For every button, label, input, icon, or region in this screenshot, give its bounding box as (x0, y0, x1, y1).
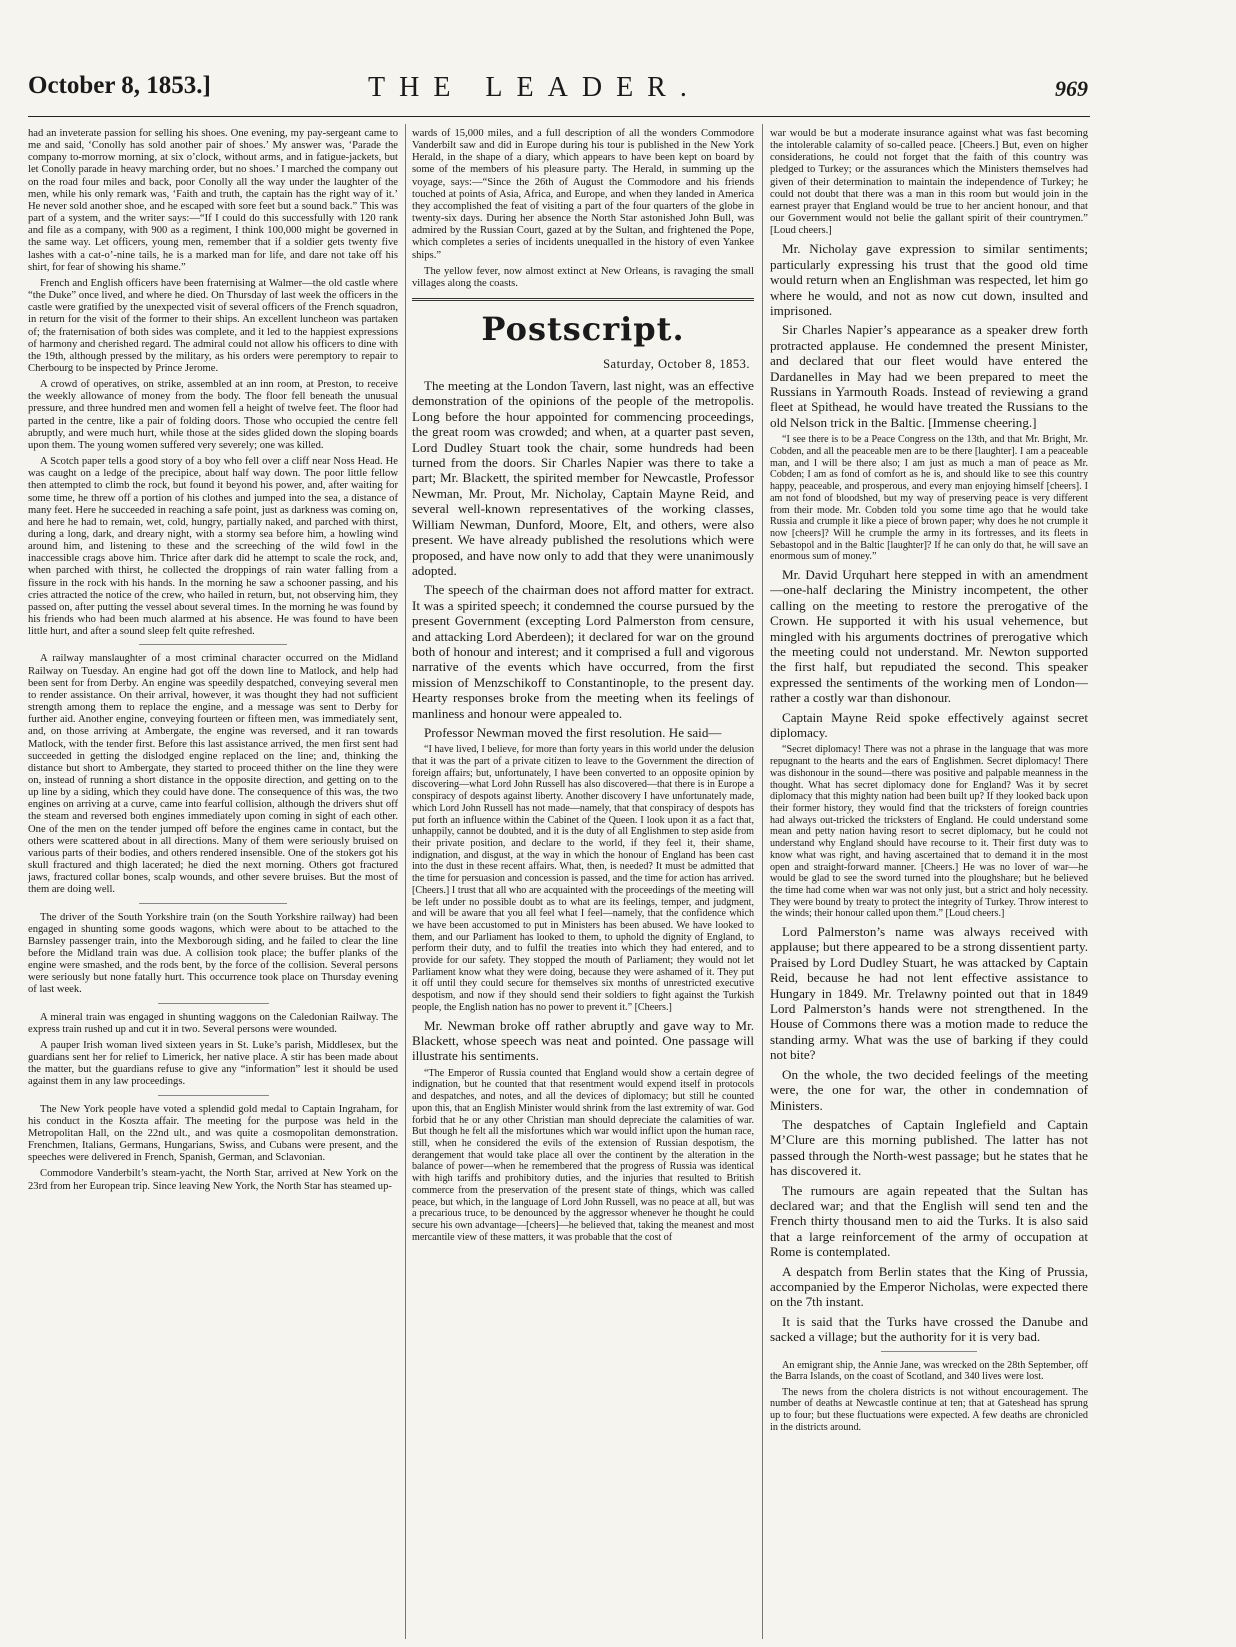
paragraph: On the whole, the two decided feelings of the meeting were, the one for war, the other in condemnation of Ministers. (770, 1066, 1088, 1113)
paragraph: It is said that the Turks have crossed the Danube and sacked a village; but the authority for it is very bad. (770, 1313, 1088, 1345)
newspaper-title: THE LEADER. (368, 72, 701, 103)
paragraph: The meeting at the London Tavern, last night, was an effective demonstration of the opinions of the people of the metropolis. Long before the hour appointed for commencing proceedings, the great room was crowded; and when, at a quarter past seven, Lord Dudley Stuart took the chair, some hundreds had been turned from the doors. Sir Charles Napier was there to take a part; Mr. Blackett, the spirited member for Newcastle, Professor Newman, Mr. Prout, Mr. Nicholay, Captain Mayne Reid, and several well-known representatives of the working classes, William Newman, Dunford, Moore, Elt, and others, were also present. We have already published the resolutions which were proposed, and have now only to add that they were unanimously adopted. (412, 378, 754, 578)
paragraph: A railway manslaughter of a most criminal character occurred on the Midland Railway on Tuesday. An engine had got off the down line to Matlock, and help had been sent for from Derby. An engine was speedily despatched, conveying several men to render assistance. On their arrival, however, it was thought they had not sufficient strength among them to replace the engine, and a message was sent to Derby for further aid. Another engine, conveying fourteen or fifteen men, was immediately sent, and, on those arriving at Ambergate, the engine was reversed, and it ran towards Matlock, with the tender first. Before this last assistance arrived, the men first sent had succeeded in getting the dislodged engine replaced on the line; and, thinking the distance but short to Ambergate, they started to proceed thither on the line they were on, instead of running a short distance in the opposite direction, and getting on to the up line by a siding, which they could have done. The consequence of this was, the two engines on arriving at a curve, came into fearful collision, although the drivers shut off the steam and reversed both engines immediately upon coming in sight of each other. One of the men on the tender jumped off before the engines came in contact, but the others were scattered about in all directions. Many of them were seriously bruised on various parts of their bodies, and others rendered insensible. One of the stokers got his skull fractured and thigh lacerated; he died the next morning. Others got fractured jaws, fractured collar bones, scalp wounds, and other severe bruises. But the most of them are doing well. (28, 653, 398, 896)
paragraph: A mineral train was engaged in shunting waggons on the Caledonian Railway. The express train rushed up and cut it in two. Several persons were wounded. (28, 1011, 398, 1035)
issue-date: October 8, 1853.] (28, 72, 211, 99)
paragraph: A despatch from Berlin states that the King of Prussia, accompanied by the Emperor Nicholas, were expected there on the 7th instant. (770, 1263, 1088, 1310)
paragraph: Captain Mayne Reid spoke effectively against secret diplomacy. (770, 709, 1088, 741)
separator (139, 644, 287, 645)
paragraph: A pauper Irish woman lived sixteen years in St. Luke’s parish, Middlesex, but the guardians sent her for relief to Limerick, her native place. A stir has been made about the matter, but the guardians refuse to give any “information” lest it should be used against them in any law proceedings. (28, 1039, 398, 1088)
quotation: “I have lived, I believe, for more than forty years in this world under the delusion that it was the part of a private citizen to leave to the Government the direction of foreign affairs; but, unfortunately, I have been converted to an opposite opinion by discovering—what Lord John Russell has also discovered—that there is in Europe a conspiracy of despots against liberty. Another discovery I have unfortunately made, which Lord John Russell has not made—namely, that that conspiracy of despots has put forth an influence within the Cabinet of the Queen. I look upon it as a fact that, unhappily, cannot be doubted, and it is the duty of all Englishmen to step aside from their private position, and declare to the world, if they feel it, their shame, indignation, and disgust, at the way in which the honour of England has been cast into the dust in these recent affairs. What, then, is needed? It must be admitted that the time for persuasion and concession is passed, and the time for action has arrived. [Cheers.] I trust that all who are acquainted with the proceedings of the meeting will be left under no possible doubt as to what are its feelings, temper, and judgment, and will be aware that you all feel what I feel—namely, that the confidence which we have been accustomed to put in Ministers has been abused. We have looked to them, and our Parliament has looked to them, to uphold the dignity of England, to perform their duty, and to fulfil the treaties into which they had entered, and to provide for our safety. They stopped the mouth of Parliament; they would not let Parliament know what they were doing, because they were ashamed of it. They put it off until they could secure for themselves six months of unrestricted executive despotism, and now if they should send their soldiers to fight against the Turkish people, the English nation has no power to prevent it.” [Cheers.] (412, 744, 754, 1013)
column-2 (412, 128, 754, 1247)
paragraph: had an inveterate passion for selling his shoes. One evening, my pay-sergeant came to me and said, ‘Conolly has sold another pair of shoes.’ My answer was, ‘Parade the company to-morrow morning, at six o’clock, without arms, and in fatigue-jackets, but let Conolly parade in heavy marching order, but no shoes.’ I marched the company out on the road four miles and back, poor Conolly all the way under the laughter of the men, while his only remark was, ‘Faith and truth, the captain has the right way of it.’ He never sold another shoe, and he escaped with sore feet but a sound back.” This was part of a system, and the writer says:—“If I could do this successfully with 120 rank and file as a company, with 900 as a regiment, I think 100,000 might be governed in the same way. Let officers, young men, remember that if a soldier gets twenty five lashes with a cat-o’-nine tails, he is a marked man for life, and dare not take off his shirt, for fear of showing his shame.” (28, 128, 398, 273)
paragraph: The speech of the chairman does not afford matter for extract. It was a spirited speech; it condemned the course pursued by the present Government (excepting Lord Palmerston from censure, and attacking Lord Aberdeen); it declared for war on the ground both of honour and interest; and it comprised a full and vigorous narrative of the events which have occurred, from the first mission of Menzschikoff to Constantinople, to the present day. Hearty responses broke from the meeting when its feelings of manliness and honour were appealed to. (412, 582, 754, 721)
paragraph: Mr. Newman broke off rather abruptly and gave way to Mr. Blackett, whose speech was neat and pointed. One passage will illustrate his sentiments. (412, 1017, 754, 1064)
column-divider (405, 124, 406, 1639)
paragraph: Lord Palmerston’s name was always received with applause; but there appeared to be a strong dissentient party. Praised by Lord Dudley Stuart, he was attacked by Captain Reid, because he had not lent effective assistance to Hungary in 1849. Mr. Trelawny pointed out that in 1849 Lord Palmerston’s hands were not strengthened. In the House of Commons there was a motion made to reduce the standing army. What was the use of barking if they could not bite? (770, 924, 1088, 1063)
postscript-date: Saturday, October 8, 1853. (603, 357, 750, 372)
quotation: “I see there is to be a Peace Congress on the 13th, and that Mr. Bright, Mr. Cobden, and all the peaceable men are to be there [laughter]. I am a peaceable man, and I will be there also; I am just as much a man of peace as Mr. Cobden; I am as fond of comfort as he is, and should like to see this country happy, peaceable, and prosperous, and every man enjoying himself [cheers]. I am not fond of bloodshed, but my way of preserving peace is very different from their mode. Mr. Cobden told you some time ago that he would take Russia and crumple it like a piece of brown paper; why does he not crumple it now [cheers]? Will he crumple the army in its fortresses, and its fleets in Sebastopol and in the Baltic [laughter]? If he can only do that, he will save an enormous sum of money.” (770, 434, 1088, 563)
paragraph: war would be but a moderate insurance against what was fast becoming the intolerable calamity of so-called peace. [Cheers.] But, even on higher considerations, he could not forget that the faith of this country was pledged to Turkey; or the assurances which the Ministers themselves had given of their determination to maintain the independence of Turkey; he could not doubt that there was a man in this room but would join in the earnest prayer that England would be true to her ancient honour, and that our Government would not belie the gallant spirit of their countrymen.” [Loud cheers.] (770, 128, 1088, 237)
separator (139, 903, 287, 904)
paragraph: The driver of the South Yorkshire train (on the South Yorkshire railway) had been engaged in shunting some goods wagons, which were about to be attached to the Barnsley passenger train, into the Mexborough siding, and he failed to clear the line before the Midland train was due. A collision took place; the buffer planks of the engine were smashed, and the rods bent, by the force of the collision. Several persons were seriously but none fatally hurt. This occurrence took place on Thursday evening of last week. (28, 911, 398, 996)
paragraph: Mr. David Urquhart here stepped in with an amendment—one-half declaring the Ministry incompetent, the other calling on the meeting to restore the prerogative of the Crown. He supported it with his usual vehemence, but mingled with his arguments doctrines of prerogative which the meeting could not understand. Mr. Newton supported the first half, but repudiated the second. This speaker expressed the sentiments of the working men of London—rather a costly war than dishonour. (770, 567, 1088, 706)
masthead (28, 70, 1088, 110)
paragraph: An emigrant ship, the Annie Jane, was wrecked on the 28th September, off the Barra Islands, on the coast of Scotland, and 340 lives were lost. (770, 1359, 1088, 1383)
paragraph: The rumours are again repeated that the Sultan has declared war; and that the English will send ten and the French thirty thousand men to aid the Turks. It is also said that a large reinforcement of the army of occupation at Rome is contemplated. (770, 1182, 1088, 1260)
paragraph: wards of 15,000 miles, and a full description of all the wonders Commodore Vanderbilt saw and did in Europe during his tour is published in the New York Herald, in the shape of a diary, which appears to have been kept on board by some of the members of his pleasure party. The Herald, in summing up the voyage, says:—“Since the 26th of August the Commodore and his friends touched at points of Asia, Africa, and Europe, and when they landed in America they accomplished the feat of visiting a part of the four quarters of the globe in twenty-six days. During her absence the North Star astonished John Bull, was admired by the Russian Court, gazed at by the Sultan, and frightened the Pope, which completes a series of incidents unequalled in the history of even Yankee ships.” (412, 128, 754, 261)
column-divider (762, 124, 763, 1639)
separator (158, 1095, 269, 1096)
paragraph: The news from the cholera districts is not without encouragement. The number of deaths at Newcastle continue at ten; that at Gateshead has sprung up to four; but these fluctuations were expected. A few deaths are chronicled in the districts around. (770, 1386, 1088, 1433)
quotation: “Secret diplomacy! There was not a phrase in the language that was more repugnant to the hearts and the ears of Englishmen. Secret diplomacy! There was dishonour in the sound—there was positive and palpable meanness in the thought. What has secret diplomacy done for England? Was it by secret diplomacy that this mighty nation had been built up? If they looked back upon their former history, they would find that the tricksters of foreign countries had always out-tricked the tricksters of England. He could understand some mean and petty nation having resort to secret diplomacy, but he could not understand why England should have recourse to it. Their first duty was to know what was right, and having ascertained that to demand it in the most open and straight-forward manner. [Cheers.] He was no lover of war—he would be glad to see the sword turned into the ploughshare; but he believed the time had come when war was not only just, but a strict and holy necessity. They were bound by treaty to protect the integrity of Turkey. Throw interest to the winds; their honour called upon them.” [Loud cheers.] (770, 744, 1088, 920)
postscript-heading: Postscript. (481, 310, 685, 349)
double-rule (412, 298, 754, 301)
paragraph: A crowd of operatives, on strike, assembled at an inn room, at Preston, to receive the weekly allowance of money from the body. The floor fell beneath the unusual pressure, and three hundred men and women fell a height of twelve feet. The floor had parted in the centre, like a pair of folding doors. Those who occupied the centre fell abruptly, and were much hurt, while those at the sides glided down the sloping boards upon them. The young women suffered very severely; one was killed. (28, 379, 398, 451)
quotation: “The Emperor of Russia counted that England would show a certain degree of indignation, but he counted that that resentment would expend itself in protocols and despatches, and notes, and all the devices of diplomacy; but still he counted upon this, that an English Minister would shrink from the last extremity of war. God forbid that he or any other Christian man should depreciate the calamities of war. But though he felt all the misfortunes which war would inflict upon the human race, still, when he considered the evils of the extension of Russian despotism, the derangement that would take place all over the continent by the alteration in the balance of power—when he remembered that the progress of Russia was identical with high tariffs and prohibitory duties, and the injuries that resulted to British commerce from the preservation of the present state of things, which was called peace, but which, in the language of Lord John Russell, was no peace at all, but was a precarious truce, to be denounced by the aggressor whenever he thought he could secure his own advantage—[cheers]—he believed that, taking the meanest and most mercantile view of these matters, it was probable that the cost of (412, 1067, 754, 1243)
paragraph: A Scotch paper tells a good story of a boy who fell over a cliff near Noss Head. He was caught on a ledge of the precipice, about half way down. The poor little fellow then attempted to climb the rock, but found it beyond his power, and, after waiting for some time, he threw off a portion of his clothes and jumped into the sea, a distance of many feet. Here he succeeded in reaching a safe point, just as darkness was coming on, and here he had to remain, wet, cold, hungry, partially naked, and parched with thirst, during a long, dark, and dreary night, with a stormy sea before him, a howling wind around him, and listening to these and the screeching of the wild fowl in the inaccessible crags above him. Thrice after dark did he attempt to scale the rock, and, when parched with thirst, he collected the droppings of rain water falling from a fissure in the rock with his hands. In the morning he saw a schooner passing, and his cries attracted the notice of the crew, who hailed in return, but, not observing him, they passed on, after putting the vessel about several times. In the morning he was found by his friends who had been much alarmed at his absence. He was found to have been little hurt, and after a sound sleep felt quite refreshed. (28, 456, 398, 638)
paragraph: Professor Newman moved the first resolution. He said— (424, 724, 722, 740)
paragraph: The despatches of Captain Inglefield and Captain M’Clure are this morning published. The latter has not passed through the North-west passage; but he states that he has discovered it. (770, 1116, 1088, 1179)
masthead-rule (28, 116, 1090, 117)
separator (881, 1351, 976, 1352)
paragraph: Mr. Nicholay gave expression to similar sentiments; particularly expressing his trust that the good old time would return when an Englishman was respected, let him go where he would, and not as now cut down, insulted and imprisoned. (770, 241, 1088, 319)
page-number: 969 (1055, 76, 1088, 101)
column-3 (770, 128, 1088, 1437)
paragraph: Commodore Vanderbilt’s steam-yacht, the North Star, arrived at New York on the 23rd from her European trip. Since leaving New York, the North Star has steamed up- (28, 1168, 398, 1192)
paragraph: The yellow fever, now almost extinct at New Orleans, is ravaging the small villages along the coasts. (412, 265, 754, 289)
paragraph: French and English officers have been fraternising at Walmer—the old castle where “the Duke” once lived, and where he died. On Thursday of last week the officers in the castle were gratified by the unexpected visit of several officers of the French squadron, in return for the visit of the former to their ships. An excellent luncheon was partaken of; the fraternisation of both sides was complete, and it led to the happiest expressions of harmony and cherished regard. The admiral could not allow his officers to dine with the 19th, although pressed by the military, as his orders were peremptory to repair to Cherbourg to be inspected by Prince Jerome. (28, 277, 398, 374)
separator (158, 1003, 269, 1004)
column-1 (28, 128, 398, 1197)
paragraph: Sir Charles Napier’s appearance as a speaker drew forth protracted applause. He condemned the present Minister, and declared that our fleet would have entered the Dardanelles in May had we been prepared to meet the Russians in Yarmouth Roads. Instead of reviewing a grand fleet at Spithead, he would have treated the Russians to the old Nelson trick in the Baltic. [Immense cheering.] (770, 322, 1088, 430)
paragraph: The New York people have voted a splendid gold medal to Captain Ingraham, for his conduct in the Koszta affair. The meeting for the purpose was held in the Metropolitan Hall, on the 22nd ult., and was quite a cosmopolitan demonstration. Frenchmen, Italians, Germans, Hungarians, Swiss, and Cubans were present, and the speeches were delivered in French, Spanish, German, and Sclavonian. (28, 1103, 398, 1164)
